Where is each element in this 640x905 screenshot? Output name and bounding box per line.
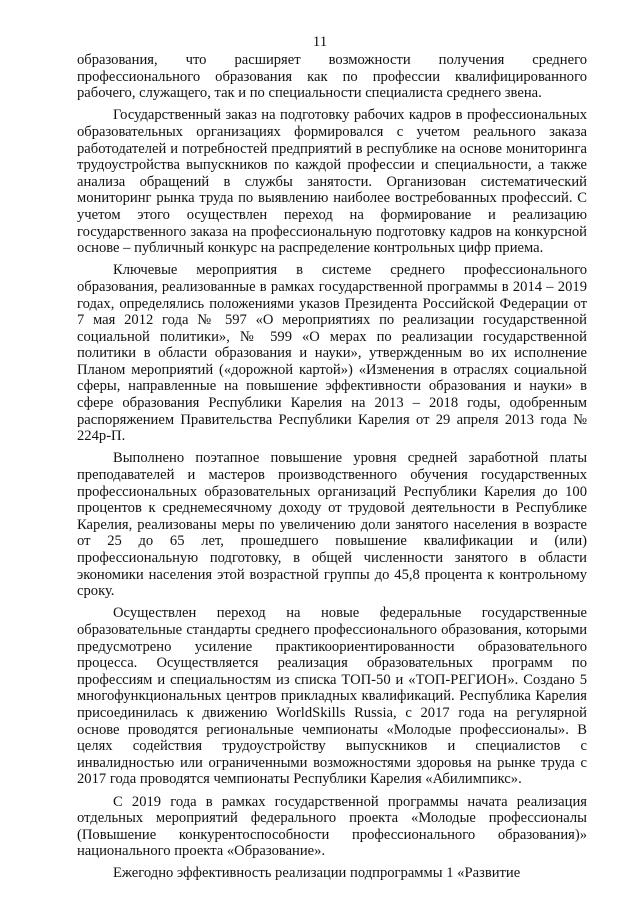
document-body (77, 52, 587, 882)
paragraph-state-order: Государственный заказ на подготовку рабочих кадров в профессиональных образовательных организациях формировался с учетом реального заказа работодателей и потребностей предприятий в республике на основе мониторинга трудоустройства выпускников по каждой профессии и специальности, а также анализа обращений в службы занятости. Организован систематический мониторинг рынка труда по выявлению наиболее востребованных профессий. С учетом этого осуществлен переход на формирование и реализацию государственного заказа на профессиональную подготовку кадров на конкурсной основе – публичный конкурс на распределение контрольных цифр приема. (77, 107, 587, 257)
paragraph-federal-standards: Осуществлен переход на новые федеральные государственные образовательные стандарты среднего профессионального образования, которыми предусмотрено усиление практикоориентированности образовательного процесса. Осуществляется реализация образовательных программ по профессиям и специальностям из списка ТОП-50 и «ТОП-РЕГИОН». Создано 5 многофункциональных центров прикладных квалификаций. Республика Карелия присоединилась к движению WorldSkills Russia, с 2017 года на регулярной основе проводятся региональные чемпионаты «Молодые профессионалы». В целях содействия трудоустройству выпускников и специалистов с инвалидностью или ограниченными возможностями здоровья на рынке труда с 2017 года проводятся чемпионаты Республики Карелия «Абилимпикс». (77, 605, 587, 788)
paragraph-continuation: образования, что расширяет возможности получения среднего профессионального образования как по профессии квалифицированного рабочего, служащего, так и по специальности специалиста среднего звена. (77, 52, 587, 102)
paragraph-salary-increase: Выполнено поэтапное повышение уровня средней заработной платы преподавателей и мастеров производственного обучения государственных профессиональных образовательных организаций Республики Карелия до 100 процентов к среднемесячному доходу от трудовой деятельности в Республике Карелия, реализованы меры по увеличению доли занятого населения в возрасте от 25 до 65 лет, прошедшего повышение квалификации и (или) профессиональную подготовку, в общей численности занятого в области экономики населения этой возрастной группы до 45,8 процента к контрольному сроку. (77, 450, 587, 600)
paragraph-key-measures: Ключевые мероприятия в системе среднего профессионального образования, реализованные в рамках государственной программы в 2014 – 2019 годах, определялись положениями указов Президента Российской Федерации от 7 мая 2012 года № 597 «О мероприятиях по реализации государственной социальной политики», № 599 «О мерах по реализации государственной политики в области образования и науки», утвержденным во их исполнение Планом мероприятий («дорожной картой») «Изменения в отраслях социальной сферы, направленные на повышение эффективности образования и науки» в сфере образования Республики Карелия на 2013 – 2018 годы, одобренным распоряжением Правительства Республики Карелия от 29 апреля 2013 года № 224р-П. (77, 262, 587, 445)
page-number: 11 (312, 34, 328, 50)
paragraph-annual-efficiency: Ежегодно эффективность реализации подпрограммы 1 «Развитие (113, 865, 521, 882)
paragraph-federal-project: С 2019 года в рамках государственной программы начата реализация отдельных мероприятий федерального проекта «Молодые профессионалы (Повышение конкурентоспособности профессионального образования)» национального проекта «Образование». (77, 793, 587, 860)
